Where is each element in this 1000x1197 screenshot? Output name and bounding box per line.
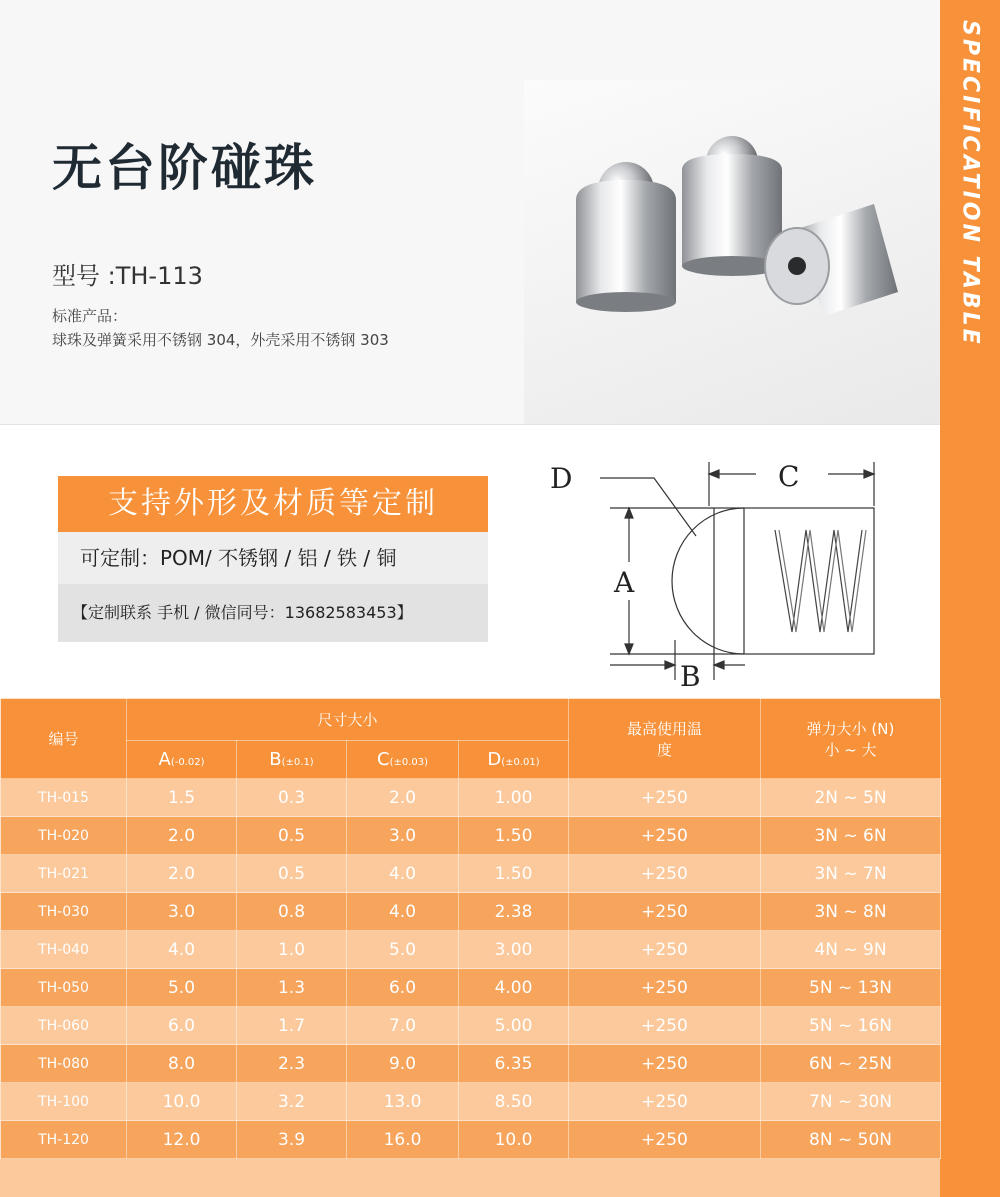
- cell-a: 6.0: [127, 1007, 237, 1045]
- cell-code: TH-040: [1, 931, 127, 969]
- cell-code: TH-120: [1, 1121, 127, 1159]
- header-temp: [569, 699, 761, 779]
- header-c: [347, 741, 459, 779]
- label-b: B: [680, 660, 701, 690]
- cell-d: 10.0: [459, 1121, 569, 1159]
- label-c: C: [778, 460, 800, 493]
- cell-a: 3.0: [127, 893, 237, 931]
- table-row: [1, 1121, 941, 1159]
- cell-temp: +250: [569, 779, 761, 817]
- cell-temp: +250: [569, 1083, 761, 1121]
- label-d: D: [550, 462, 573, 495]
- header-d-label: D: [487, 749, 502, 770]
- cell-temp: +250: [569, 969, 761, 1007]
- header-d-tol: (±0.01): [501, 757, 540, 768]
- cell-a: 1.5: [127, 779, 237, 817]
- spec-table: [0, 698, 941, 1159]
- table-row: [1, 969, 941, 1007]
- cell-temp: +250: [569, 855, 761, 893]
- cell-b: 0.5: [237, 855, 347, 893]
- customization-materials: 可定制：POM/ 不锈钢 / 铝 / 铁 / 铜: [58, 532, 488, 584]
- customization-contact: 【定制联系 手机 / 微信同号：13682583453】: [58, 584, 488, 642]
- cell-b: 2.3: [237, 1045, 347, 1083]
- product-illustration: [524, 80, 940, 424]
- header-section: [0, 0, 940, 425]
- cell-d: 8.50: [459, 1083, 569, 1121]
- cell-temp: +250: [569, 931, 761, 969]
- cell-c: 13.0: [347, 1083, 459, 1121]
- cell-b: 0.5: [237, 817, 347, 855]
- standard-text: 球珠及弹簧采用不锈钢 304，外壳采用不锈钢 303: [52, 331, 389, 349]
- cell-b: 1.0: [237, 931, 347, 969]
- header-force: [761, 699, 941, 779]
- cell-a: 2.0: [127, 855, 237, 893]
- cell-c: 7.0: [347, 1007, 459, 1045]
- header-c-tol: (±0.03): [389, 757, 429, 768]
- table-row: [1, 1083, 941, 1121]
- cell-force: 3N ~ 7N: [761, 855, 941, 893]
- header-force-sub: 小 ~ 大: [824, 740, 877, 759]
- cell-code: TH-100: [1, 1083, 127, 1121]
- header-c-label: C: [376, 749, 390, 770]
- customization-heading: 支持外形及材质等定制: [58, 476, 488, 532]
- cell-a: 4.0: [127, 931, 237, 969]
- header-b-label: B: [269, 749, 282, 770]
- cell-force: 3N ~ 6N: [761, 817, 941, 855]
- cell-c: 5.0: [347, 931, 459, 969]
- cell-force: 2N ~ 5N: [761, 779, 941, 817]
- product-photo: [524, 80, 940, 424]
- cell-temp: +250: [569, 1121, 761, 1159]
- header-force-label: 弹力大小 (N): [806, 719, 895, 738]
- cell-d: 5.00: [459, 1007, 569, 1045]
- cell-c: 9.0: [347, 1045, 459, 1083]
- cell-a: 10.0: [127, 1083, 237, 1121]
- cell-force: 3N ~ 8N: [761, 893, 941, 931]
- dimension-diagram: [530, 450, 930, 690]
- cell-temp: +250: [569, 1045, 761, 1083]
- table-row: [1, 779, 941, 817]
- cell-a: 12.0: [127, 1121, 237, 1159]
- cell-temp: +250: [569, 817, 761, 855]
- cell-d: 2.38: [459, 893, 569, 931]
- cell-d: 1.50: [459, 855, 569, 893]
- cell-b: 3.2: [237, 1083, 347, 1121]
- cell-b: 0.3: [237, 779, 347, 817]
- cell-d: 3.00: [459, 931, 569, 969]
- cell-temp: +250: [569, 893, 761, 931]
- cell-code: TH-080: [1, 1045, 127, 1083]
- cell-d: 4.00: [459, 969, 569, 1007]
- cell-a: 2.0: [127, 817, 237, 855]
- header-a-tol: (-0.02): [170, 757, 205, 768]
- table-row: [1, 931, 941, 969]
- standard-info: [52, 304, 389, 352]
- header-b-tol: (±0.1): [281, 757, 314, 768]
- cell-a: 5.0: [127, 969, 237, 1007]
- customization-box: [58, 476, 488, 642]
- cell-force: 5N ~ 13N: [761, 969, 941, 1007]
- page-title: 无台阶碰珠: [52, 139, 317, 197]
- cell-force: 4N ~ 9N: [761, 931, 941, 969]
- table-row: [1, 1045, 941, 1083]
- table-row: [1, 817, 941, 855]
- cell-a: 8.0: [127, 1045, 237, 1083]
- cell-d: 1.00: [459, 779, 569, 817]
- cell-c: 4.0: [347, 855, 459, 893]
- cell-d: 1.50: [459, 817, 569, 855]
- cell-c: 16.0: [347, 1121, 459, 1159]
- header-temp-label: 最高使用温度: [627, 719, 703, 759]
- header-code: 编号: [1, 699, 127, 779]
- model-number: 型号 :TH-113: [52, 262, 203, 290]
- cell-b: 0.8: [237, 893, 347, 931]
- cell-c: 6.0: [347, 969, 459, 1007]
- cell-force: 6N ~ 25N: [761, 1045, 941, 1083]
- cell-code: TH-020: [1, 817, 127, 855]
- standard-label: 标准产品：: [52, 307, 128, 325]
- label-a: A: [614, 566, 635, 599]
- cell-force: 8N ~ 50N: [761, 1121, 941, 1159]
- header-b: [237, 741, 347, 779]
- table-row: [1, 1007, 941, 1045]
- cell-c: 2.0: [347, 779, 459, 817]
- spec-table-section: [0, 698, 940, 1197]
- table-row: [1, 855, 941, 893]
- header-size: 尺寸大小: [127, 699, 569, 741]
- cell-code: TH-050: [1, 969, 127, 1007]
- cell-c: 4.0: [347, 893, 459, 931]
- cell-code: TH-021: [1, 855, 127, 893]
- cell-code: TH-030: [1, 893, 127, 931]
- header-a: [127, 741, 237, 779]
- cell-code: TH-015: [1, 779, 127, 817]
- cell-code: TH-060: [1, 1007, 127, 1045]
- cell-b: 3.9: [237, 1121, 347, 1159]
- cell-c: 3.0: [347, 817, 459, 855]
- cell-d: 6.35: [459, 1045, 569, 1083]
- header-d: [459, 741, 569, 779]
- header-a-label: A: [158, 749, 171, 770]
- dimension-drawing: [530, 450, 930, 690]
- cell-b: 1.3: [237, 969, 347, 1007]
- sidebar-title: SPECIFICATION TABLE: [957, 20, 983, 347]
- table-row: [1, 893, 941, 931]
- cell-force: 7N ~ 30N: [761, 1083, 941, 1121]
- cell-temp: +250: [569, 1007, 761, 1045]
- cell-force: 5N ~ 16N: [761, 1007, 941, 1045]
- cell-b: 1.7: [237, 1007, 347, 1045]
